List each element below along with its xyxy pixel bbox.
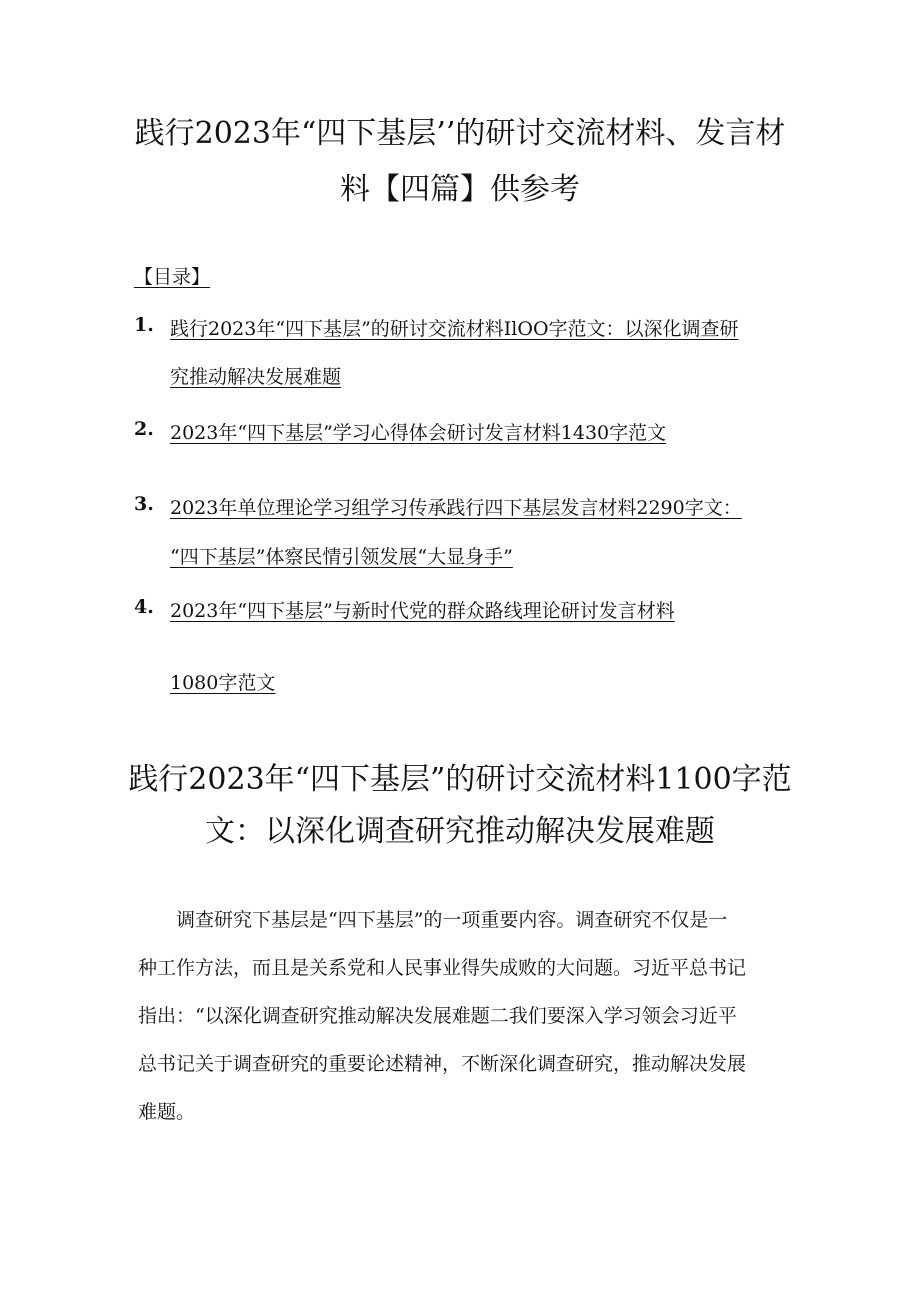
paragraph-line: 难题。 [138,1101,196,1123]
toc-heading: 【目录】 [134,266,211,288]
toc-link-4-line-2[interactable]: 1080字范文 [170,672,276,694]
toc-item-number: 1. [134,314,154,336]
body-paragraph [138,896,790,1136]
paragraph-line: 指出：“以深化调查研究推动解决发展难题二我们要深入学习领会习近平 [138,1005,737,1027]
toc-link-1-line-1[interactable]: 践行2023年“四下基层”的研讨交流材料IlOO字范文：以深化调查研 [170,318,739,340]
toc-link-1-line-2[interactable]: 究推动解决发展难题 [170,366,342,388]
toc-item-number: 3. [134,493,154,515]
paragraph-line: 种工作方法，而且是关系党和人民事业得失成败的大问题。习近平总书记 [138,957,747,979]
section-title [120,758,800,854]
toc-link-4-line-1[interactable]: 2023年“四下基层”与新时代党的群众路线理论研讨发言材料 [170,600,675,622]
document-title [120,112,800,212]
toc-link-3-line-1[interactable]: 2023年单位理论学习组学习传承践行四下基层发言材料2290字文： [170,497,742,519]
toc-link-3-line-2[interactable]: “四下基层”体察民情引领发展“大显身手” [170,546,513,568]
document-title-line-1: 践行2023年“四下基层’’的研讨交流材料、发言材 [134,116,786,151]
section-title-line-2: 文：以深化调查研究推动解决发展难题 [205,814,715,849]
paragraph-line: 总书记关于调查研究的重要论述精神，不断深化调查研究，推动解决发展 [138,1053,747,1075]
toc-link-2-line-1[interactable]: 2023年“四下基层”学习心得体会研讨发言材料1430字范文 [170,422,667,444]
toc-item-number: 4. [134,596,154,618]
toc-item-number: 2. [134,418,154,440]
document-title-line-2: 料【四篇】供参考 [340,172,580,207]
paragraph-line: 调查研究下基层是“四下基层”的一项重要内容。调查研究不仅是一 [138,909,728,931]
section-title-line-1: 践行2023年“四下基层”的研讨交流材料1100字范 [128,762,792,797]
